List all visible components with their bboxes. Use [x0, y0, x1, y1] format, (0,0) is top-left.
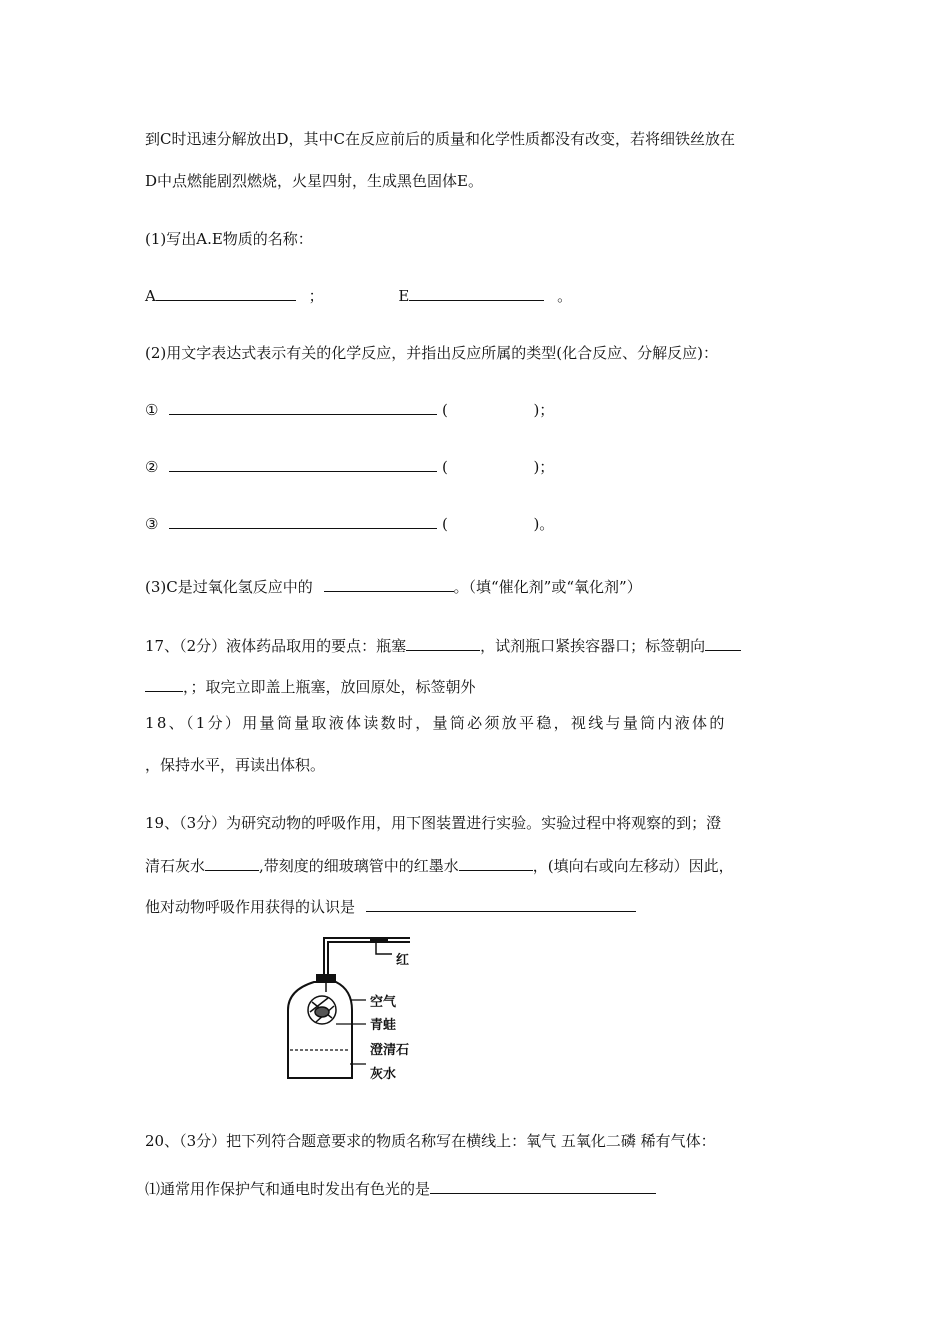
q17-text-a: 17、（2分）液体药品取用的要点：瓶塞 [145, 637, 407, 655]
intro-line-2: D中点燃能剧烈燃烧，火星四射，生成黑色固体E。 [145, 172, 483, 190]
period: 。 [557, 287, 573, 305]
reaction-row-1 [145, 399, 554, 421]
q19-blank-1[interactable] [205, 856, 259, 871]
label-limewater-2: 灰水 [370, 1067, 397, 1082]
q19-blank-3[interactable] [366, 897, 636, 912]
paren-open-1: ( [442, 401, 448, 419]
q17-blank-1[interactable] [406, 636, 480, 651]
q17-blank-2b[interactable] [145, 677, 183, 692]
separator: ； [308, 287, 324, 305]
q17-line-2 [145, 676, 476, 698]
q20-part1-blank[interactable] [430, 1179, 656, 1194]
q19-text-2: ,带刻度的细玻璃管中的红墨水 [259, 857, 459, 875]
q19-blank-2[interactable] [459, 856, 533, 871]
label-air: 空气 [370, 995, 397, 1010]
respiration-apparatus-figure [280, 930, 460, 1095]
q19-text-4: 他对动物呼吸作用获得的认识是 [145, 898, 356, 916]
q20-part1-text: ⑴通常用作保护气和通电时发出有色光的是 [145, 1180, 431, 1198]
reaction-blank-3[interactable] [169, 514, 437, 529]
q16-part1-answers [145, 285, 572, 307]
q16-part3 [145, 576, 642, 598]
intro-line-1: 到C时迅速分解放出D，其中C在反应前后的质量和化学性质都没有改变，若将细铁丝放在 [145, 130, 735, 148]
q17-text-c: ，；取完立即盖上瓶塞，放回原处，标签朝外 [183, 678, 476, 696]
paren-close-2: )； [533, 458, 555, 476]
q19-text-3: ，(填向右或向左移动）因此， [532, 857, 734, 875]
q17-blank-2a[interactable] [705, 636, 741, 651]
q20-line-1: 20、（3分）把下列符合题意要求的物质名称写在横线上：氧气 五氧化二磷 稀有气体： [145, 1132, 716, 1150]
q16-part3-text: (3)C是过氧化氢反应中的 [145, 578, 313, 596]
tube-pointer [376, 942, 392, 954]
blank-e[interactable] [409, 286, 544, 301]
red-ink [370, 939, 388, 942]
reaction-num-1: ① [145, 401, 159, 419]
q17-text-b: ，试剂瓶口紧挨容器口；标签朝向 [480, 637, 706, 655]
reaction-num-2: ② [145, 458, 159, 476]
label-e: E [398, 287, 410, 305]
reaction-row-3 [145, 513, 554, 535]
q16-part3-hint: 。（填“催化剂”或“氧化剂”） [453, 578, 642, 596]
label-a: A [145, 287, 156, 305]
q18-line-1: 18、（1分）用量筒量取液体读数时，量筒必须放平稳，视线与量筒内液体的 [145, 714, 727, 732]
q17-line-1 [145, 635, 741, 657]
reaction-blank-1[interactable] [169, 400, 437, 415]
paren-open-3: ( [442, 515, 448, 533]
label-red: 红 [396, 953, 410, 968]
label-limewater-1: 澄清石 [370, 1043, 410, 1058]
paren-close-3: )。 [533, 515, 555, 533]
q19-line-3 [145, 896, 636, 918]
q16-part2: (2)用文字表达式表示有关的化学反应，并指出反应所属的类型(化合反应、分解反应)： [145, 344, 718, 362]
paren-open-2: ( [442, 458, 448, 476]
q19-line-1: 19、（3分）为研究动物的呼吸作用，用下图装置进行实验。实验过程中将观察的到；澄 [145, 814, 722, 832]
q20-part1 [145, 1178, 656, 1200]
reaction-row-2 [145, 456, 554, 478]
q19-line-2 [145, 855, 734, 877]
label-frog: 青蛙 [370, 1018, 397, 1033]
paren-close-1: )； [533, 401, 555, 419]
blank-a[interactable] [156, 286, 296, 301]
frog-cage [308, 982, 336, 1024]
reaction-blank-2[interactable] [169, 457, 437, 472]
q16-part3-blank[interactable] [324, 577, 454, 592]
stopper [316, 974, 336, 982]
q18-line-2: ，保持水平，再读出体积。 [145, 756, 326, 774]
reaction-num-3: ③ [145, 515, 159, 533]
q19-text-1: 清石灰水 [145, 857, 206, 875]
q16-part1: (1)写出A.E物质的名称： [145, 230, 313, 248]
